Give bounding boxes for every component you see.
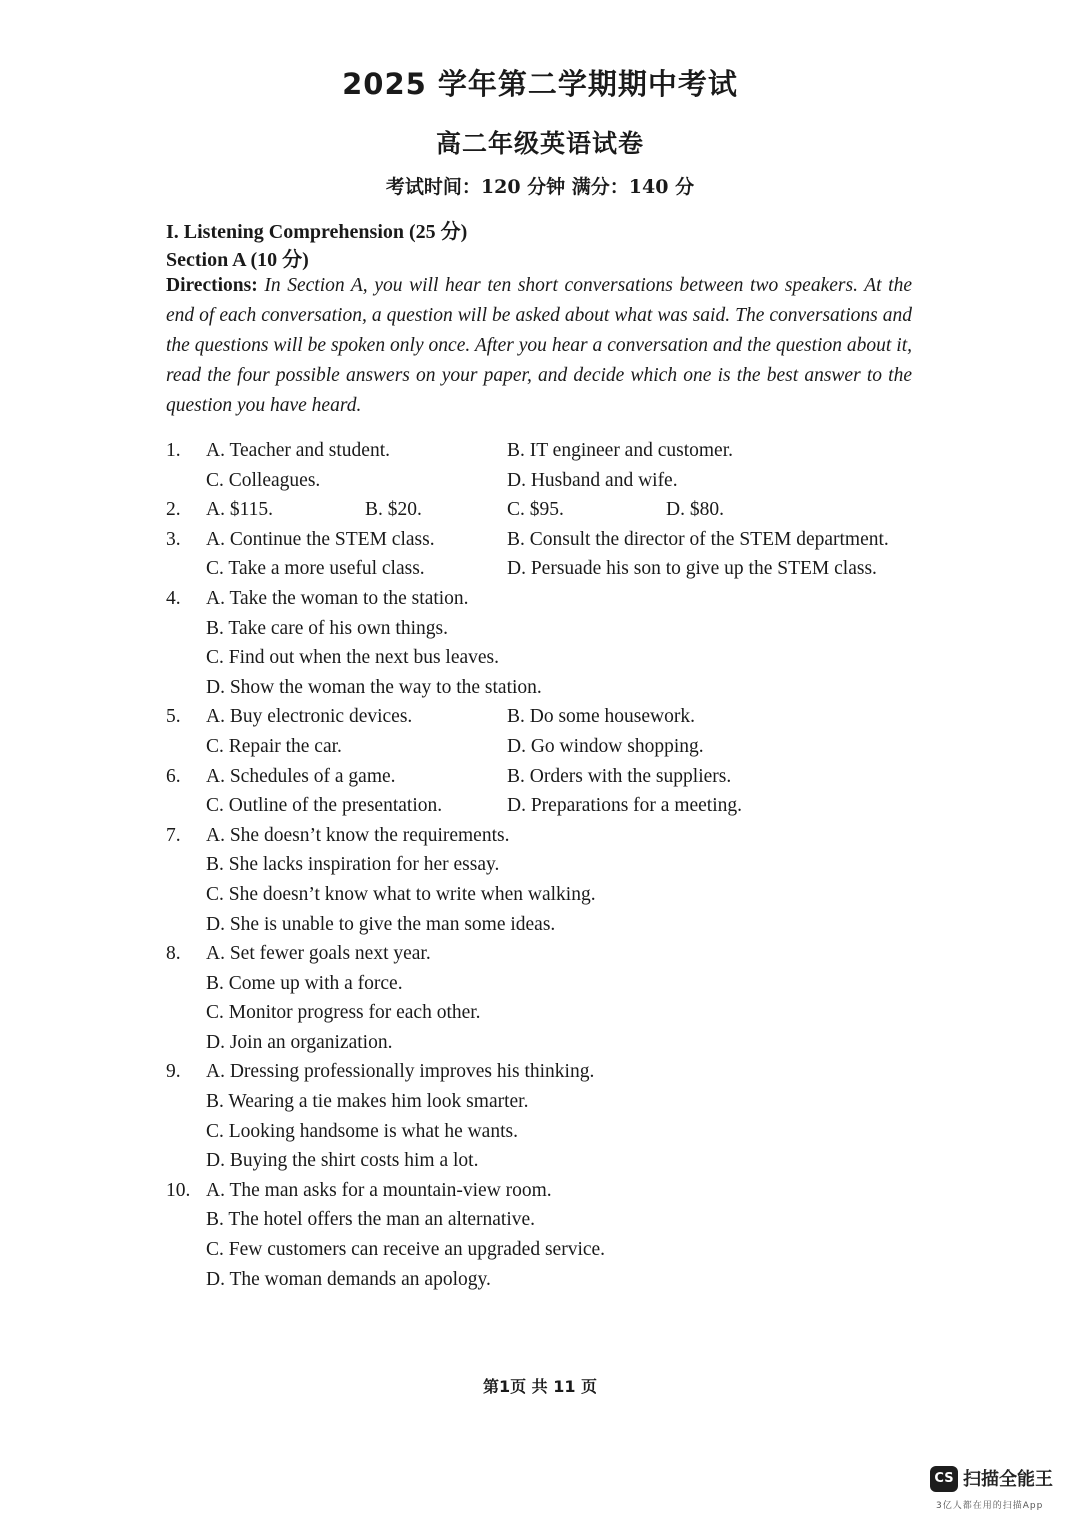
question-row [166, 673, 926, 703]
option-a: A. Set fewer goals next year. [206, 943, 431, 965]
option-a: A. Teacher and student. [206, 440, 391, 461]
question-list [166, 436, 926, 1294]
option-a: A. Schedules of a game. [206, 765, 396, 787]
question-row [166, 969, 926, 999]
option-c: C. Looking handsome is what he wants. [206, 1120, 518, 1142]
option-b: B. Consult the director of the STEM department. [507, 528, 889, 550]
option-a: A. Buy electronic devices. [206, 706, 413, 728]
scanner-watermark [930, 1464, 1058, 1514]
question-row [166, 1235, 926, 1265]
question-row [166, 554, 926, 584]
question-row [166, 436, 926, 466]
question-row [166, 850, 926, 880]
watermark-tagline: 3亿人都在用的扫描App [936, 1501, 1044, 1511]
option-d: D. Preparations for a meeting. [507, 795, 743, 817]
option-a: A. The man asks for a mountain-view room. [206, 1179, 552, 1201]
option-d: D. Husband and wife. [507, 469, 678, 491]
question-row [166, 702, 926, 732]
page-number: 第1页 共 11 页 [482, 1377, 598, 1396]
option-b: B. Come up with a force. [206, 972, 403, 994]
question-row [166, 466, 926, 496]
question-number: 1. [166, 440, 181, 461]
exam-title: 2025 学年第二学期期中考试 [342, 67, 738, 101]
camscanner-logo-icon: CS [930, 1466, 958, 1492]
directions-text: In Section A, you will hear ten short conversations between two speakers. At the end of each conversation, a question will be asked about what was said. The conversations and the questions will be spoken only once. After you hear a conversation and the question about it, read the four possible answers on your paper, and decide which one is the best answer to the question you have heard. [166, 275, 913, 416]
option-b: B. Do some housework. [507, 706, 695, 728]
question-row [166, 1087, 926, 1117]
question-row [166, 495, 926, 525]
option-d: D. $80. [666, 499, 724, 521]
option-b: B. She lacks inspiration for her essay. [206, 854, 500, 876]
option-d: D. She is unable to give the man some ideas. [206, 913, 556, 935]
question-number: 10. [166, 1179, 191, 1201]
part-heading: I. Listening Comprehension (25 分) [166, 221, 468, 243]
option-d: D. Go window shopping. [507, 735, 704, 757]
question-row [166, 584, 926, 614]
option-a: A. She doesn’t know the requirements. [206, 824, 510, 846]
option-d: D. The woman demands an apology. [206, 1268, 491, 1290]
option-c: C. $95. [507, 499, 564, 521]
question-number: 6. [166, 765, 181, 787]
option-b: B. Take care of his own things. [206, 617, 448, 639]
question-row [166, 821, 926, 851]
question-row [166, 614, 926, 644]
question-number: 2. [166, 499, 181, 521]
option-c: C. She doesn’t know what to write when walking. [206, 883, 596, 905]
option-d: D. Join an organization. [206, 1031, 393, 1053]
option-a: A. Continue the STEM class. [206, 528, 435, 550]
question-row [166, 1205, 926, 1235]
question-row [166, 998, 926, 1028]
option-d: D. Buying the shirt costs him a lot. [206, 1150, 479, 1172]
question-row [166, 910, 926, 940]
option-c: C. Few customers can receive an upgraded service. [206, 1239, 606, 1261]
directions-label: Directions: [166, 275, 258, 296]
option-b: B. Wearing a tie makes him look smarter. [206, 1091, 529, 1113]
exam-subtitle: 高二年级英语试卷 [435, 129, 644, 158]
option-d: D. Show the woman the way to the station. [206, 676, 542, 698]
option-b: B. IT engineer and customer. [507, 440, 733, 461]
question-row [166, 762, 926, 792]
question-number: 3. [166, 528, 181, 550]
question-number: 4. [166, 587, 181, 609]
question-row [166, 1028, 926, 1058]
question-row [166, 525, 926, 555]
option-c: C. Monitor progress for each other. [206, 1002, 481, 1024]
section-heading: Section A (10 分) [166, 249, 309, 271]
question-row [166, 1176, 926, 1206]
question-row [166, 880, 926, 910]
option-a: A. Dressing professionally improves his thinking. [206, 1061, 595, 1083]
question-number: 8. [166, 943, 181, 965]
watermark-name: 扫描全能王 [963, 1469, 1053, 1490]
option-c: C. Outline of the presentation. [206, 795, 443, 817]
question-number: 9. [166, 1061, 181, 1083]
question-row [166, 732, 926, 762]
question-row [166, 1265, 926, 1295]
option-a: A. Take the woman to the station. [206, 587, 469, 609]
question-number: 5. [166, 706, 181, 728]
option-b: B. $20. [365, 499, 422, 521]
question-row [166, 1146, 926, 1176]
option-d: D. Persuade his son to give up the STEM class. [507, 558, 877, 580]
exam-info: 考试时间：120 分钟 满分：140 分 [385, 176, 695, 198]
directions [166, 271, 912, 421]
question-row [166, 1057, 926, 1087]
option-c: C. Take a more useful class. [206, 558, 425, 580]
question-row [166, 939, 926, 969]
option-a: A. $115. [206, 499, 273, 521]
option-c: C. Colleagues. [206, 469, 321, 491]
question-row [166, 643, 926, 673]
option-c: C. Repair the car. [206, 735, 342, 757]
option-b: B. The hotel offers the man an alternative. [206, 1209, 536, 1231]
question-number: 7. [166, 824, 181, 846]
question-row [166, 1117, 926, 1147]
question-row [166, 791, 926, 821]
option-c: C. Find out when the next bus leaves. [206, 647, 500, 669]
option-b: B. Orders with the suppliers. [507, 765, 732, 787]
